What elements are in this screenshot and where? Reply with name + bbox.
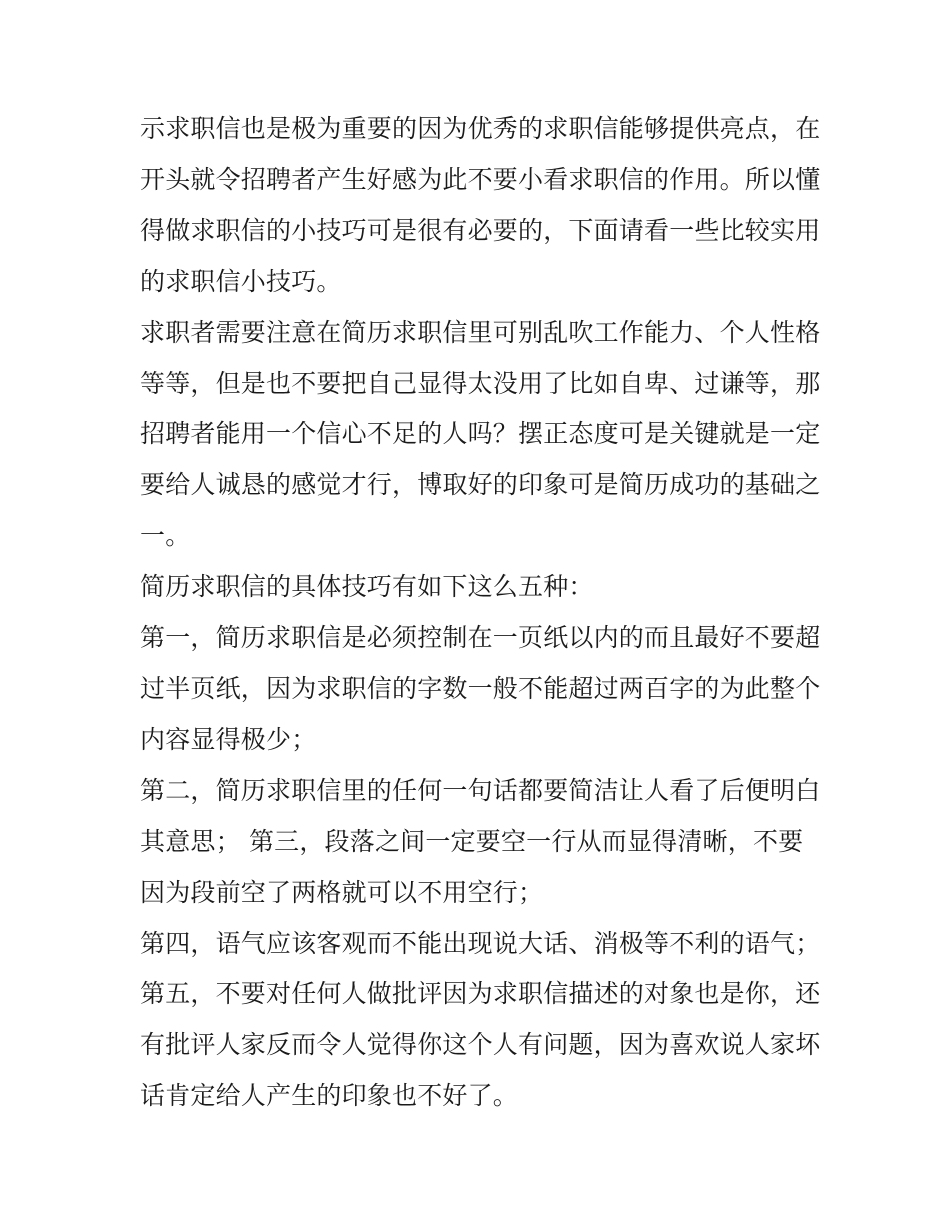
text-line: 一。 xyxy=(140,521,191,551)
text-line: 简历求职信的具体技巧有如下这么五种： xyxy=(140,572,594,602)
text-line: 因为段前空了两格就可以不用空行； xyxy=(140,877,544,907)
paragraph-tip-5 xyxy=(140,969,820,1122)
text-line: 要给人诚恳的感觉才行，博取好的印象可是简历成功的基础之 xyxy=(140,470,821,500)
document-body xyxy=(140,104,820,1122)
text-line: 第一，简历求职信是必须控制在一页纸以内的而且最好不要超 xyxy=(140,623,821,653)
paragraph-tips-heading xyxy=(140,562,820,613)
paragraph-tip-1 xyxy=(140,613,820,766)
paragraph-tip-4 xyxy=(140,919,820,970)
text-line: 话肯定给人产生的印象也不好了。 xyxy=(140,1081,519,1111)
text-line: 第二，简历求职信里的任何一句话都要简洁让人看了后便明白 xyxy=(140,775,821,805)
text-line: 招聘者能用一个信心不足的人吗？摆正态度可是关键就是一定 xyxy=(140,419,821,449)
text-line: 等等，但是也不要把自己显得太没用了比如自卑、过谦等，那 xyxy=(140,368,821,398)
text-line: 其意思； 第三，段落之间一定要空一行从而显得清晰，不要 xyxy=(140,826,804,856)
text-line: 开头就令招聘者产生好感为此不要小看求职信的作用。所以懂 xyxy=(140,164,821,194)
text-line: 求职者需要注意在简历求职信里可别乱吹工作能力、个人性格 xyxy=(140,317,821,347)
text-line: 过半页纸，因为求职信的字数一般不能超过两百字的为此整个 xyxy=(140,673,821,703)
text-line: 第四，语气应该客观而不能出现说大话、消极等不利的语气； xyxy=(140,928,821,958)
paragraph-tip-2-3 xyxy=(140,766,820,919)
text-line: 第五，不要对任何人做批评因为求职信描述的对象也是你，还 xyxy=(140,979,821,1009)
text-line: 示求职信也是极为重要的因为优秀的求职信能够提供亮点，在 xyxy=(140,114,821,143)
paragraph-attitude xyxy=(140,308,820,563)
text-line: 的求职信小技巧。 xyxy=(140,266,342,296)
text-line: 有批评人家反而令人觉得你这个人有问题，因为喜欢说人家坏 xyxy=(140,1030,821,1060)
text-line: 内容显得极少； xyxy=(140,724,317,754)
paragraph-intro xyxy=(140,104,820,308)
text-line: 得做求职信的小技巧可是很有必要的，下面请看一些比较实用 xyxy=(140,215,821,245)
